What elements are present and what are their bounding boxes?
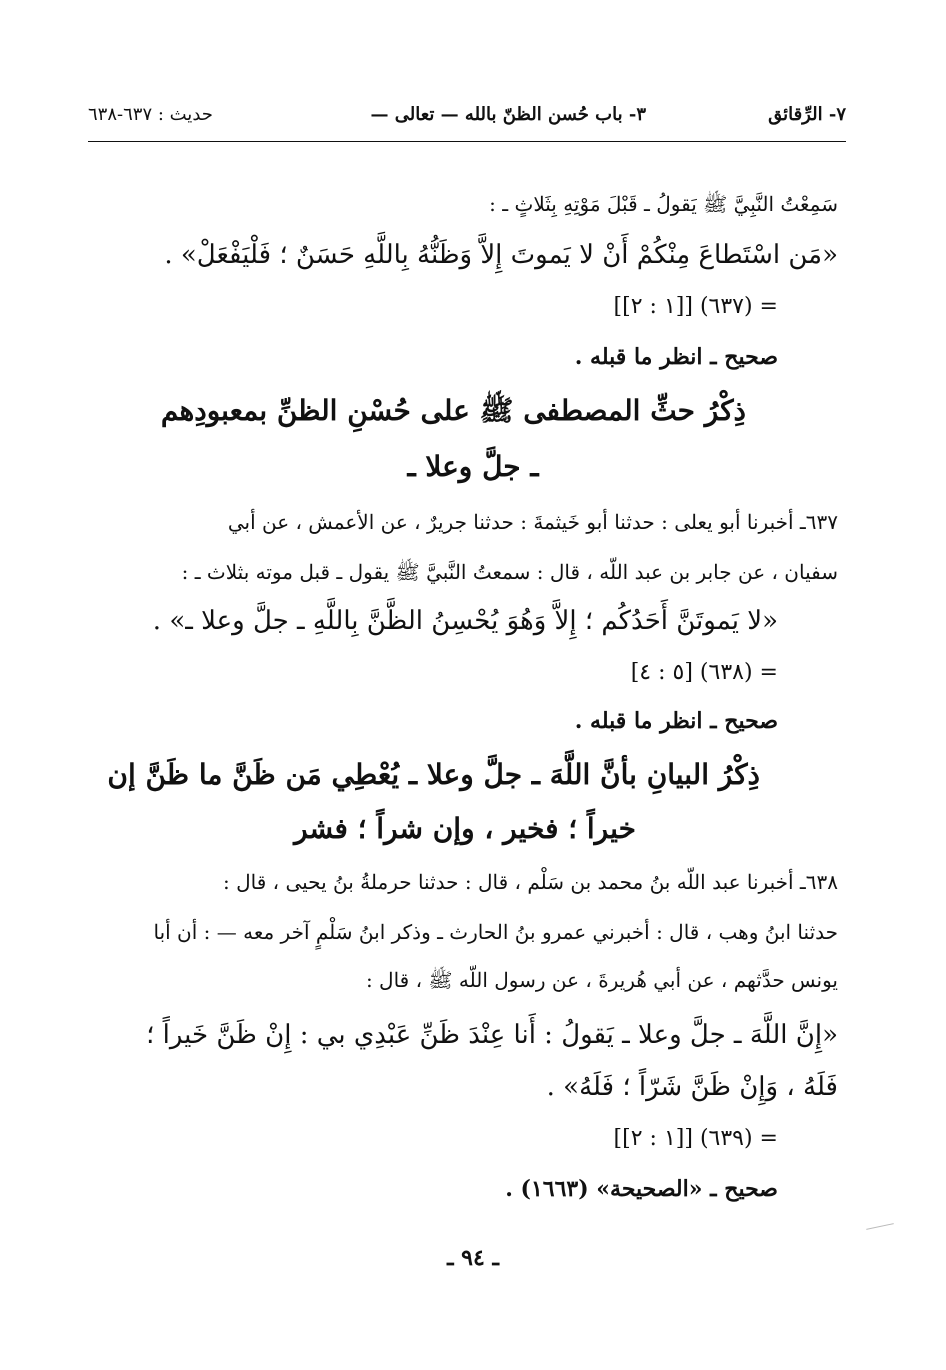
isnad-line: ٦٣٨ـ أخبرنا عبد اللّه بنُ محمد بن سَلْم ، قال : حدثنا حرملةُ بنُ يحيى ، قال :: [223, 870, 838, 894]
reference-line: = (٦٣٧) [[١ : ٢]]: [613, 294, 778, 319]
isnad-line: يونس حدَّثهم ، عن أبي هُريرةَ ، عن رسول اللّه ﷺ ، قال :: [365, 968, 838, 992]
running-header: [88, 104, 846, 140]
isnad-line: ٦٣٧ـ أخبرنا أبو يعلى : حدثنا أبو خَيثمةَ : حدثنا جريرٌ ، عن الأعمش ، عن أبي: [227, 510, 838, 534]
narration-line: سَمِعْتُ النَّبِيَّ ﷺ يَقولُ ـ قَبْلَ مَوْتِهِ بِثَلاثٍ ـ :: [489, 192, 838, 216]
chapter-heading-cont: ـ جلَّ وعلا ـ: [407, 450, 539, 483]
hadith-quote: «لا يَموتَنَّ أَحَدُكُم ؛ إِلاَّ وَهُوَ يُحْسِنُ الظَّنَّ بِاللَّهِ ـ جلَّ وعلا ـ» .: [152, 606, 778, 636]
page-number: ـ ٩٤ ـ: [447, 1245, 499, 1271]
grade-line: صحيح ـ «الصحيحة» (١٦٦٣) .: [505, 1176, 778, 1202]
chapter-title: ٧- الرِّقائق: [768, 104, 846, 125]
grade-line: صحيح ـ انظر ما قبله .: [574, 344, 778, 370]
margin-mark: [866, 1223, 894, 1230]
hadith-quote-cont: فَلَهُ ، وَإِنْ ظَنَّ شَرّاً ؛ فَلَهُ» .: [546, 1072, 838, 1102]
chapter-heading: ذِكْرُ حثِّ المصطفى ﷺ على حُسْنِ الظنِّ بمعبودِهم: [160, 394, 746, 427]
header-rule: [88, 141, 846, 142]
reference-line: = (٦٣٩) [[١ : ٢]]: [613, 1126, 778, 1151]
hadith-quote: «مَن اسْتَطاعَ مِنْكُمْ أَنْ لا يَموتَ إِلاَّ وَظَنُّهُ بِاللَّهِ حَسَنٌ ؛ فَلْيَفْعَلْ» .: [164, 240, 838, 270]
hadith-range: حديث : ٦٣٧-٦٣٨: [88, 104, 213, 125]
grade-line: صحيح ـ انظر ما قبله .: [574, 708, 778, 734]
isnad-line: حدثنا ابنُ وهب ، قال : أخبرني عمرو بنُ الحارث ـ وذكر ابنُ سَلْمٍ آخر معه — : أن أبا: [153, 920, 838, 944]
isnad-line: سفيان ، عن جابر بن عبد اللّه ، قال : سمعتُ النَّبيَّ ﷺ يقول ـ قبل موته بثلاث ـ :: [181, 560, 838, 584]
chapter-heading: ذِكْرُ البيانِ بأنَّ اللَّهَ ـ جلَّ وعلا ـ يُعْطِي مَن ظَنَّ ما ظَنَّ إن: [107, 758, 760, 791]
section-title: ٣- باب حُسن الظنّ بالله — تعالى —: [370, 104, 646, 125]
reference-line: = (٦٣٨) [٥ : ٤]: [630, 660, 778, 685]
chapter-heading-cont: خيراً ؛ فخير ، وإن شراً ؛ فشر: [294, 812, 636, 845]
hadith-quote: «إِنَّ اللَّهَ ـ جلَّ وعلا ـ يَقولُ : أَنا عِنْدَ ظَنِّ عَبْدِي بي : إِنْ ظَنَّ خَيراً ؛: [146, 1020, 838, 1050]
